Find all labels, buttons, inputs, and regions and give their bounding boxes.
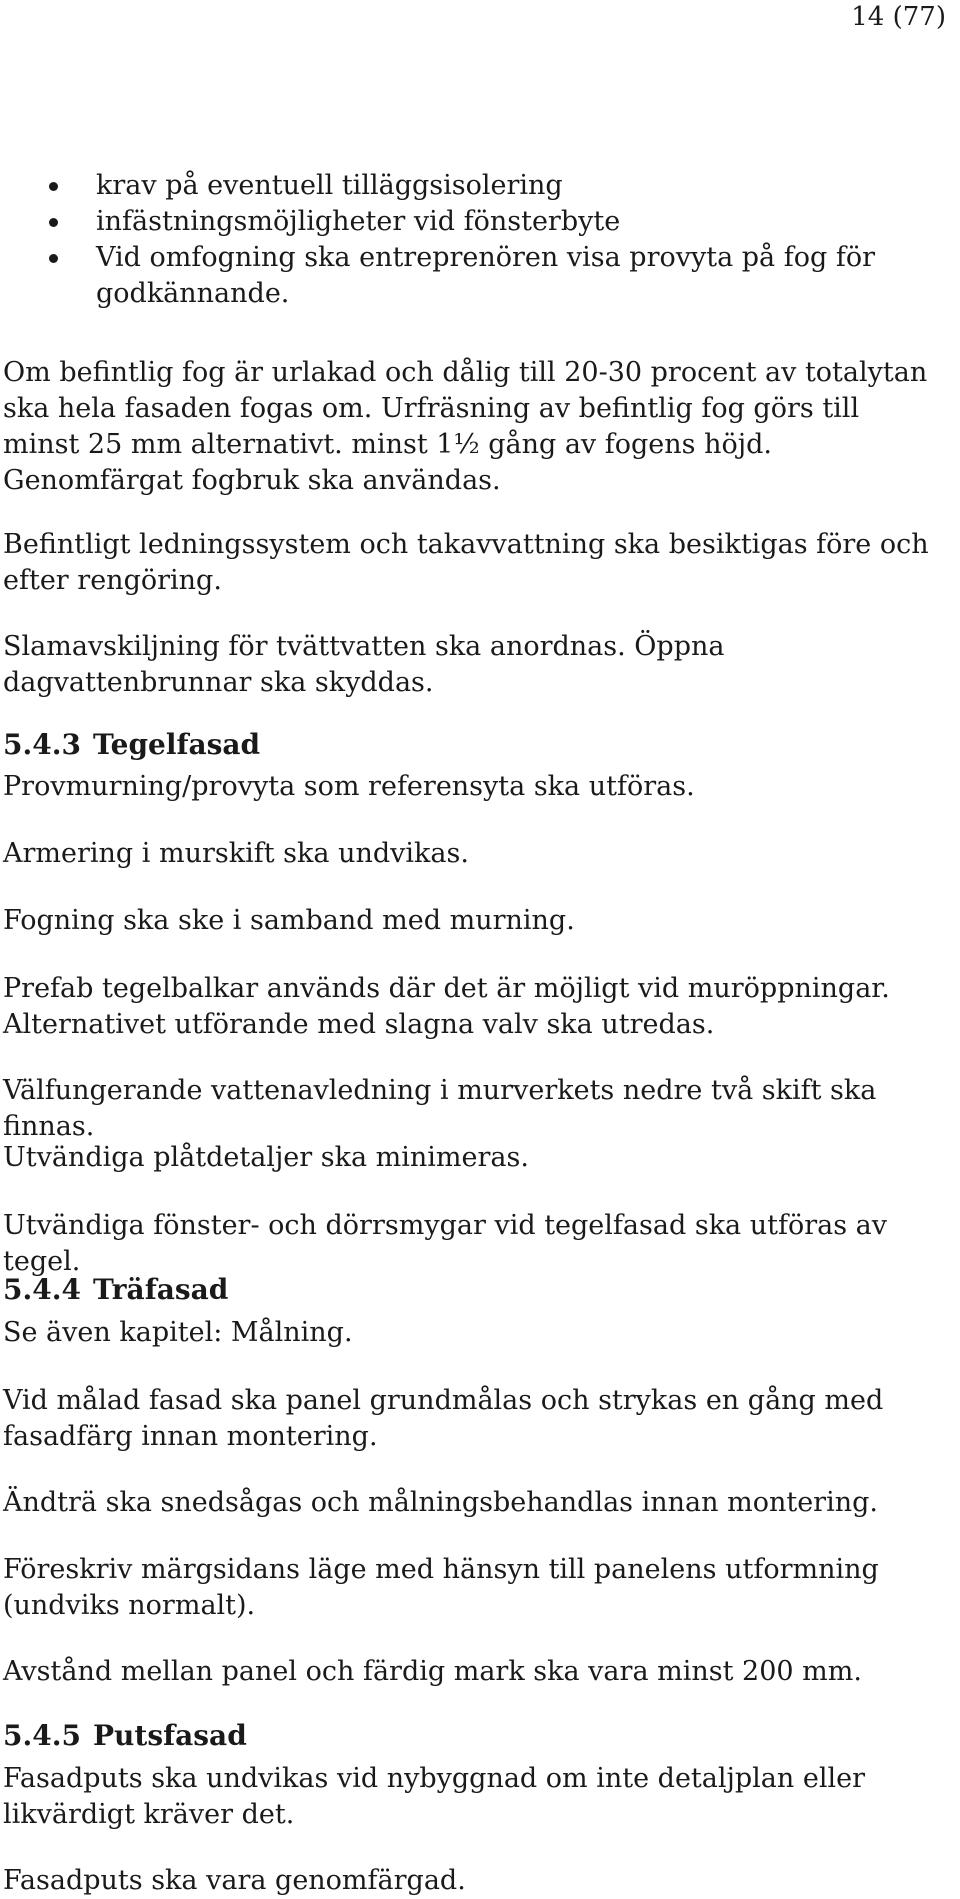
paragraph: Föreskriv märgsidans läge med hänsyn till panelens utformning (undviks normalt). [3, 1554, 879, 1621]
paragraph: Välfungerande vattenavledning i murverkets nedre två skift ska finnas. [3, 1075, 877, 1142]
section-title: Putsfasad [93, 1719, 247, 1752]
section-heading [3, 1718, 247, 1754]
bullet-list [3, 168, 943, 312]
list-item: infästningsmöjligheter vid fönsterbyte [3, 204, 943, 240]
paragraph: Slamavskiljning för tvättvatten ska anordnas. Öppna dagvattenbrunnar ska skyddas. [3, 631, 725, 698]
list-item: Vid omfogning ska entreprenören visa provyta på fog för godkännande. [3, 240, 943, 312]
section-heading [3, 1272, 228, 1308]
paragraph: Provmurning/provyta som referensyta ska utföras. [3, 771, 695, 802]
paragraph: Utvändiga plåtdetaljer ska minimeras. [3, 1142, 529, 1173]
list-item: krav på eventuell tilläggsisolering [3, 168, 943, 204]
paragraph: Ändträ ska snedsågas och målningsbehandlas innan montering. [3, 1487, 878, 1518]
paragraph: Se även kapitel: Målning. [3, 1317, 353, 1348]
page-number: 14 (77) [851, 2, 946, 32]
section-title: Tegelfasad [93, 728, 261, 761]
paragraph: Avstånd mellan panel och färdig mark ska vara minst 200 mm. [3, 1656, 862, 1687]
section-number: 5.4.5 [3, 1719, 81, 1752]
paragraph: Om befintlig fog är urlakad och dålig till 20-30 procent av totalytan ska hela fasaden fogas om. Urfräsning av befintlig fog görs till minst 25 mm alternativt. minst 1½ gång av fogens höjd. Genomfärgat fogbruk ska användas. [3, 357, 928, 496]
paragraph: Utvändiga fönster- och dörrsmygar vid tegelfasad ska utföras av tegel. [3, 1210, 888, 1277]
paragraph: Fasadputs ska undvikas vid nybyggnad om inte detaljplan eller likvärdigt kräver det. [3, 1763, 866, 1830]
section-title: Träfasad [93, 1273, 229, 1306]
section-number: 5.4.3 [3, 728, 81, 761]
paragraph: Vid målad fasad ska panel grundmålas och strykas en gång med fasadfärg innan montering. [3, 1385, 884, 1452]
section-number: 5.4.4 [3, 1273, 81, 1306]
paragraph: Prefab tegelbalkar används där det är möjligt vid muröppningar. Alternativet utförande med slagna valv ska utredas. [3, 973, 890, 1040]
paragraph: Befintligt ledningssystem och takavvattning ska besiktigas före och efter rengöring. [3, 529, 929, 596]
paragraph: Fogning ska ske i samband med murning. [3, 905, 575, 936]
section-heading [3, 727, 260, 763]
paragraph: Fasadputs ska vara genomfärgad. [3, 1865, 466, 1896]
paragraph: Armering i murskift ska undvikas. [3, 838, 469, 869]
